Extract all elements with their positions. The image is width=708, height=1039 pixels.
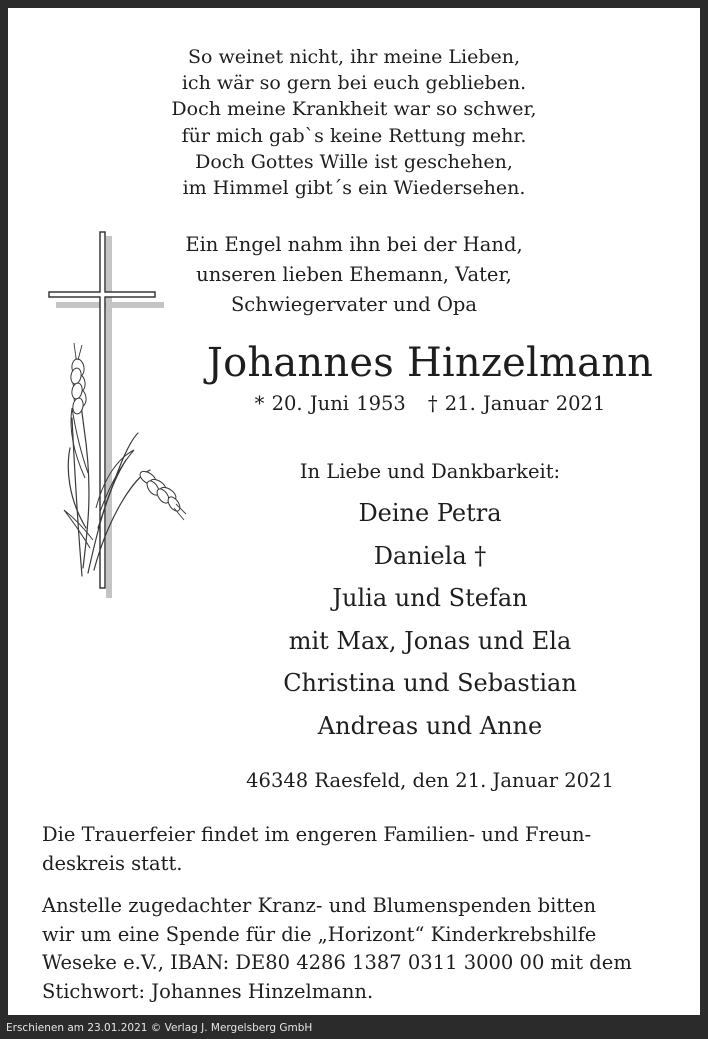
mourner: Julia und Stefan — [332, 584, 528, 612]
intro-line: Schwiegervater und Opa — [230, 293, 478, 316]
intro-line: Ein Engel nahm ihn bei der Hand, — [185, 233, 523, 256]
mourner: Deine Petra — [358, 499, 502, 527]
donation-notice-line: wir um eine Spende für die „Horizont“ Kinderkrebshilfe — [42, 922, 597, 946]
poem-line: im Himmel gibt´s ein Wiedersehen. — [182, 177, 526, 200]
donation-notice-line: Anstelle zugedachter Kranz- und Blumenspenden bitten — [42, 894, 597, 917]
poem-line: für mich gab`s keine Rettung mehr. — [181, 124, 527, 147]
mourners-heading: In Liebe und Dankbarkeit: — [299, 460, 561, 483]
donation-notice-line: Weseke e.V., IBAN: DE80 4286 1387 0311 3000 00 mit dem — [42, 951, 632, 974]
mourner: mit Max, Jonas und Ela — [288, 626, 572, 655]
funeral-notice-line: deskreis statt. — [42, 851, 183, 875]
funeral-notice — [42, 821, 672, 878]
deceased-name: Johannes Hinzelmann — [206, 340, 654, 386]
poem-line: So weinet nicht, ihr meine Lieben, — [187, 46, 521, 68]
place-and-date: 46348 Raesfeld, den 21. Januar 2021 — [246, 769, 614, 792]
poem-line: ich wär so gern bei euch geblieben. — [181, 72, 527, 95]
poem-line: Doch meine Krankheit war so schwer, — [171, 98, 537, 121]
mourner: Andreas und Anne — [317, 711, 543, 740]
poem — [8, 44, 700, 201]
cross-with-wheat-icon — [38, 228, 188, 598]
donation-notice-line: Stichwort: Johannes Hinzelmann. — [42, 979, 374, 1003]
intro-line: unseren lieben Ehemann, Vater, — [196, 263, 512, 286]
death-date: † 21. Januar 2021 — [427, 392, 606, 415]
poem-line: Doch Gottes Wille ist geschehen, — [195, 150, 513, 173]
publication-footer: Erschienen am 23.01.2021 © Verlag J. Mergelsberg GmbH — [6, 1022, 313, 1034]
funeral-notice-line: Die Trauerfeier findet im engeren Familien- und Freun- — [42, 823, 592, 846]
obituary-notice — [8, 8, 700, 1015]
life-dates — [200, 389, 660, 419]
mourner: Christina und Sebastian — [283, 669, 577, 697]
mourners-list — [200, 492, 660, 747]
donation-notice — [42, 892, 672, 1006]
birth-date: * 20. Juni 1953 — [254, 392, 406, 415]
mourner: Daniela † — [373, 541, 487, 570]
